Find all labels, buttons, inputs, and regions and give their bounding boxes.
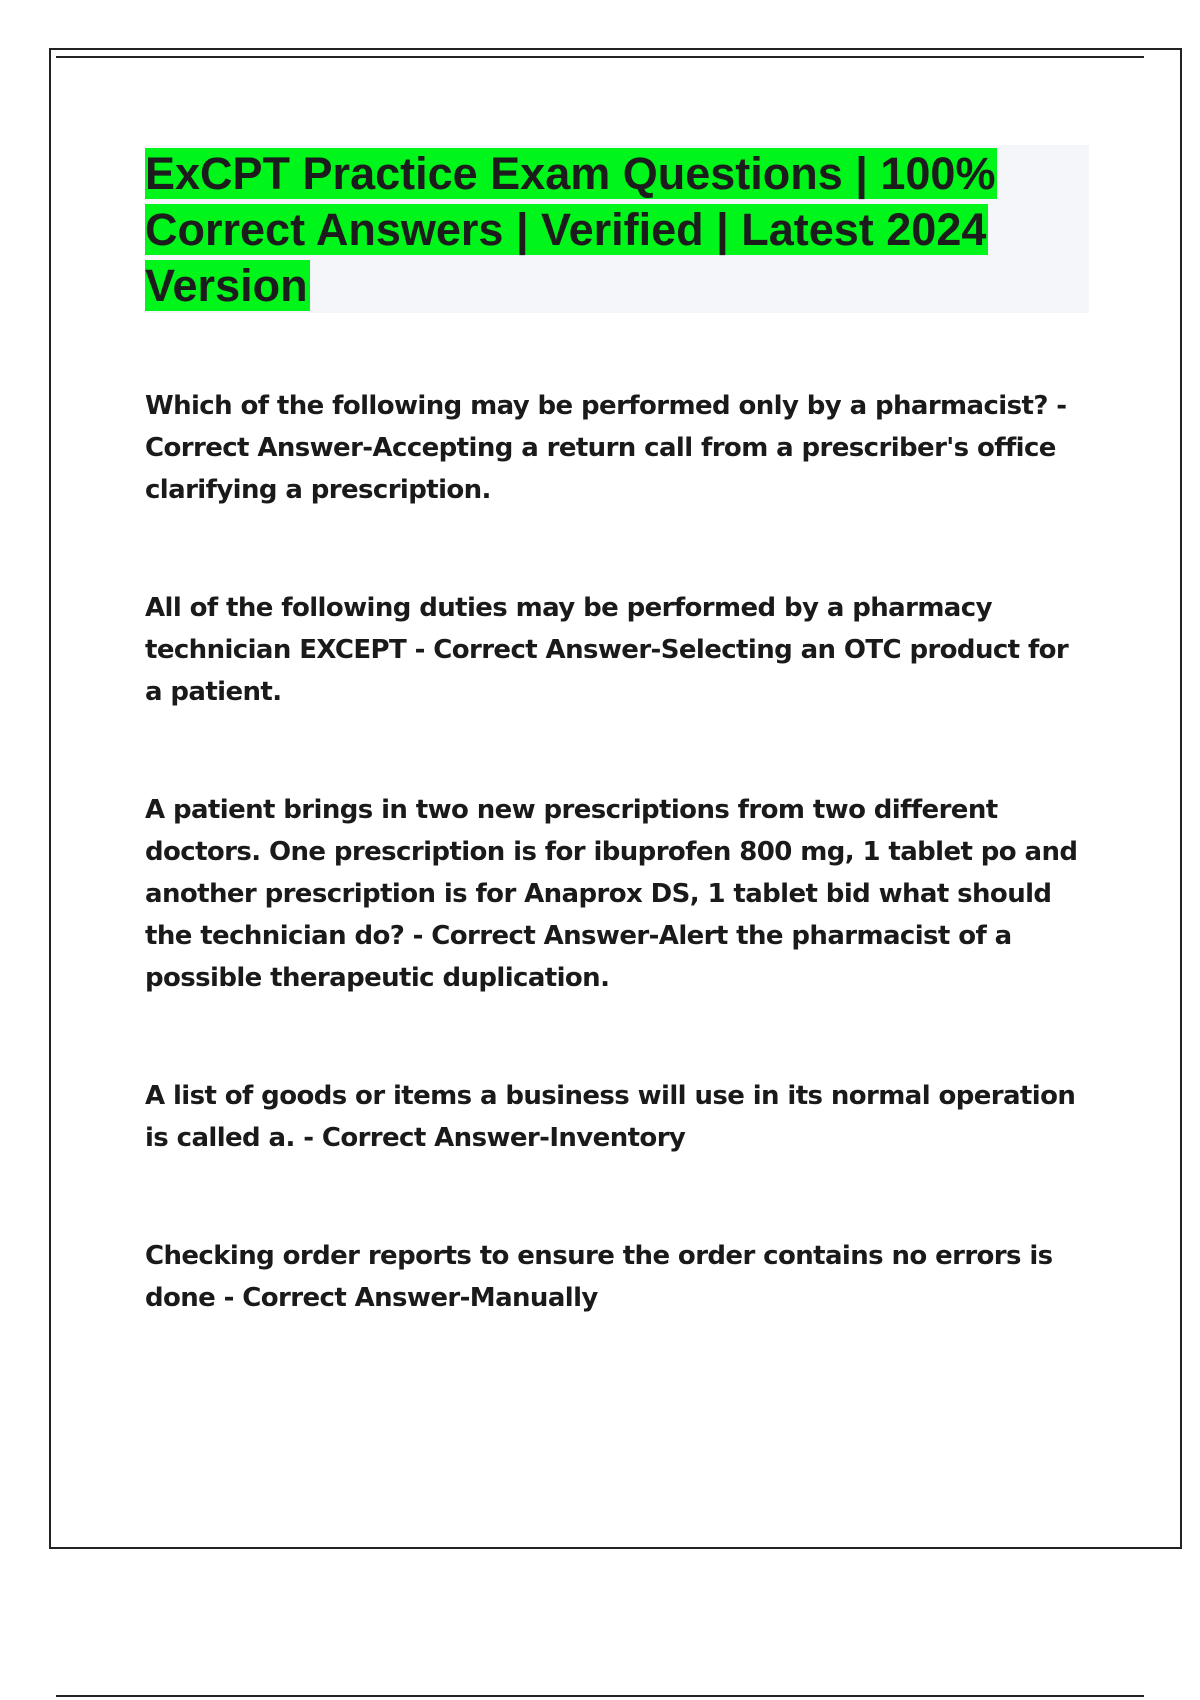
question-item-4: A list of goods or items a business will use in its normal operation is called a. - Correct Answer-Inventory [145, 1081, 1076, 1153]
top-rule [56, 56, 1144, 58]
question-item-5: Checking order reports to ensure the order contains no errors is done - Correct Answer-Manually [145, 1241, 1053, 1313]
title-block [145, 145, 1089, 313]
document-title [145, 145, 1089, 314]
question-item-1: Which of the following may be performed only by a pharmacist? - Correct Answer-Accepting a return call from a prescriber's office clarifying a prescription. [145, 391, 1067, 505]
question-list [145, 385, 1090, 1319]
document-title-highlight: ExCPT Practice Exam Questions | 100% Correct Answers | Verified | Latest 2024 Version [145, 148, 996, 311]
question-item-3: A patient brings in two new prescriptions from two different doctors. One prescription is for ibuprofen 800 mg, 1 tablet po and another prescription is for Anaprox DS, 1 tablet bid what should the technician do? - Correct Answer-Alert the pharmacist of a possible therapeutic duplication. [145, 795, 1078, 993]
bottom-rule [56, 1695, 1144, 1697]
question-item-2: All of the following duties may be performed by a pharmacy technician EXCEPT - Correct Answer-Selecting an OTC product for a patient. [145, 593, 1069, 707]
